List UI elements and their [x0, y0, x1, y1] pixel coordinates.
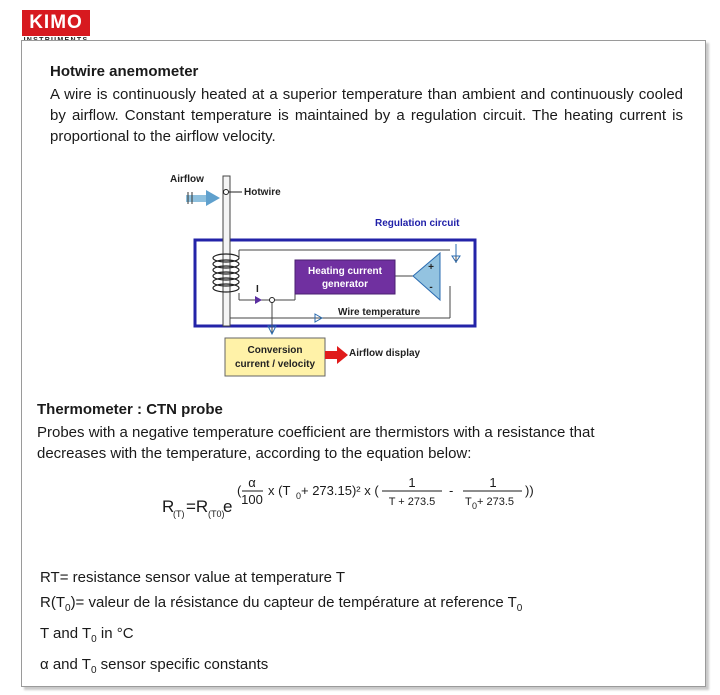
- def-t-units: T and $T_0$ in °C: [40, 625, 134, 645]
- formula-term1: x (T: [268, 483, 291, 498]
- definitions-list: [40, 565, 522, 683]
- junction-node: [270, 298, 275, 303]
- hotwire-diagram: [160, 168, 480, 383]
- current-arrow-icon: [255, 296, 262, 304]
- ctn-equation: [160, 470, 560, 530]
- formula-hundred: 100: [241, 492, 263, 507]
- formula-den-a: T + 273.5: [388, 496, 436, 508]
- conversion-line1: Conversion: [247, 345, 303, 356]
- formula-e: e: [223, 497, 233, 516]
- current-symbol: I: [256, 284, 259, 295]
- formula-den-b-rest: + 273.5: [477, 496, 515, 508]
- def-r-t0: $R(T_0)=$ valeur de la résistance du capteur de température at reference $T_0$: [40, 594, 523, 614]
- regulation-circuit-label: Regulation circuit: [375, 218, 460, 229]
- formula-one-a: 1: [408, 475, 416, 490]
- conversion-line2: current / velocity: [234, 359, 316, 370]
- wire-temperature-label: Wire temperature: [338, 307, 421, 318]
- heating-generator-line1: Heating current: [308, 266, 382, 277]
- def-constants: α and $T_0$ sensor specific constants: [40, 656, 269, 676]
- formula-eq-sub: (T0): [208, 509, 225, 519]
- formula-open: (: [237, 483, 242, 498]
- hotwire-description: A wire is continuously heated at a superior temperature than ambient and continuously cooled by airflow. Constant temperature is maintained by a regulation circuit. The heating current is proportional to the airflow velocity.: [50, 86, 683, 145]
- kimo-logo: [22, 10, 90, 44]
- heating-generator-line2: generator: [321, 279, 369, 290]
- hotwire-label: Hotwire: [244, 187, 281, 198]
- formula-term1-sub: 0: [296, 491, 302, 501]
- formula-one-b: 1: [489, 475, 497, 490]
- logo-wordmark: KIMO: [22, 10, 90, 36]
- def-rt: RT= resistance sensor value at temperature T: [40, 569, 346, 586]
- amplifier-minus: -: [429, 282, 433, 293]
- hotwire-title: Hotwire anemometer: [50, 63, 199, 80]
- amplifier-plus: +: [428, 262, 434, 273]
- display-arrow-icon: [325, 346, 348, 364]
- thermometer-title: Thermometer : CTN probe: [37, 401, 223, 418]
- hotwire-point: [224, 190, 229, 195]
- probe-stem: [223, 176, 230, 326]
- airflow-label: Airflow: [170, 174, 204, 185]
- thermometer-description: Probes with a negative temperature coefficient are thermistors with a resistance that decreases with the temperature, according to the equation below:: [37, 424, 595, 462]
- formula-den-b-sub: 0: [472, 501, 478, 511]
- conversion-box: [225, 338, 325, 376]
- formula-R: R: [162, 497, 175, 516]
- formula-term1-rest: + 273.15)² x (: [301, 483, 379, 498]
- amplifier-icon: [413, 253, 440, 300]
- formula-eq-R: =R: [186, 497, 209, 516]
- formula-alpha: α: [248, 475, 256, 490]
- formula-R-sub: (T): [173, 509, 185, 519]
- airflow-arrow-icon: [186, 190, 220, 206]
- formula-minus: -: [449, 483, 454, 498]
- airflow-display-label: Airflow display: [349, 348, 421, 359]
- formula-den-b-T: T: [465, 496, 472, 508]
- formula-close: )): [525, 483, 534, 498]
